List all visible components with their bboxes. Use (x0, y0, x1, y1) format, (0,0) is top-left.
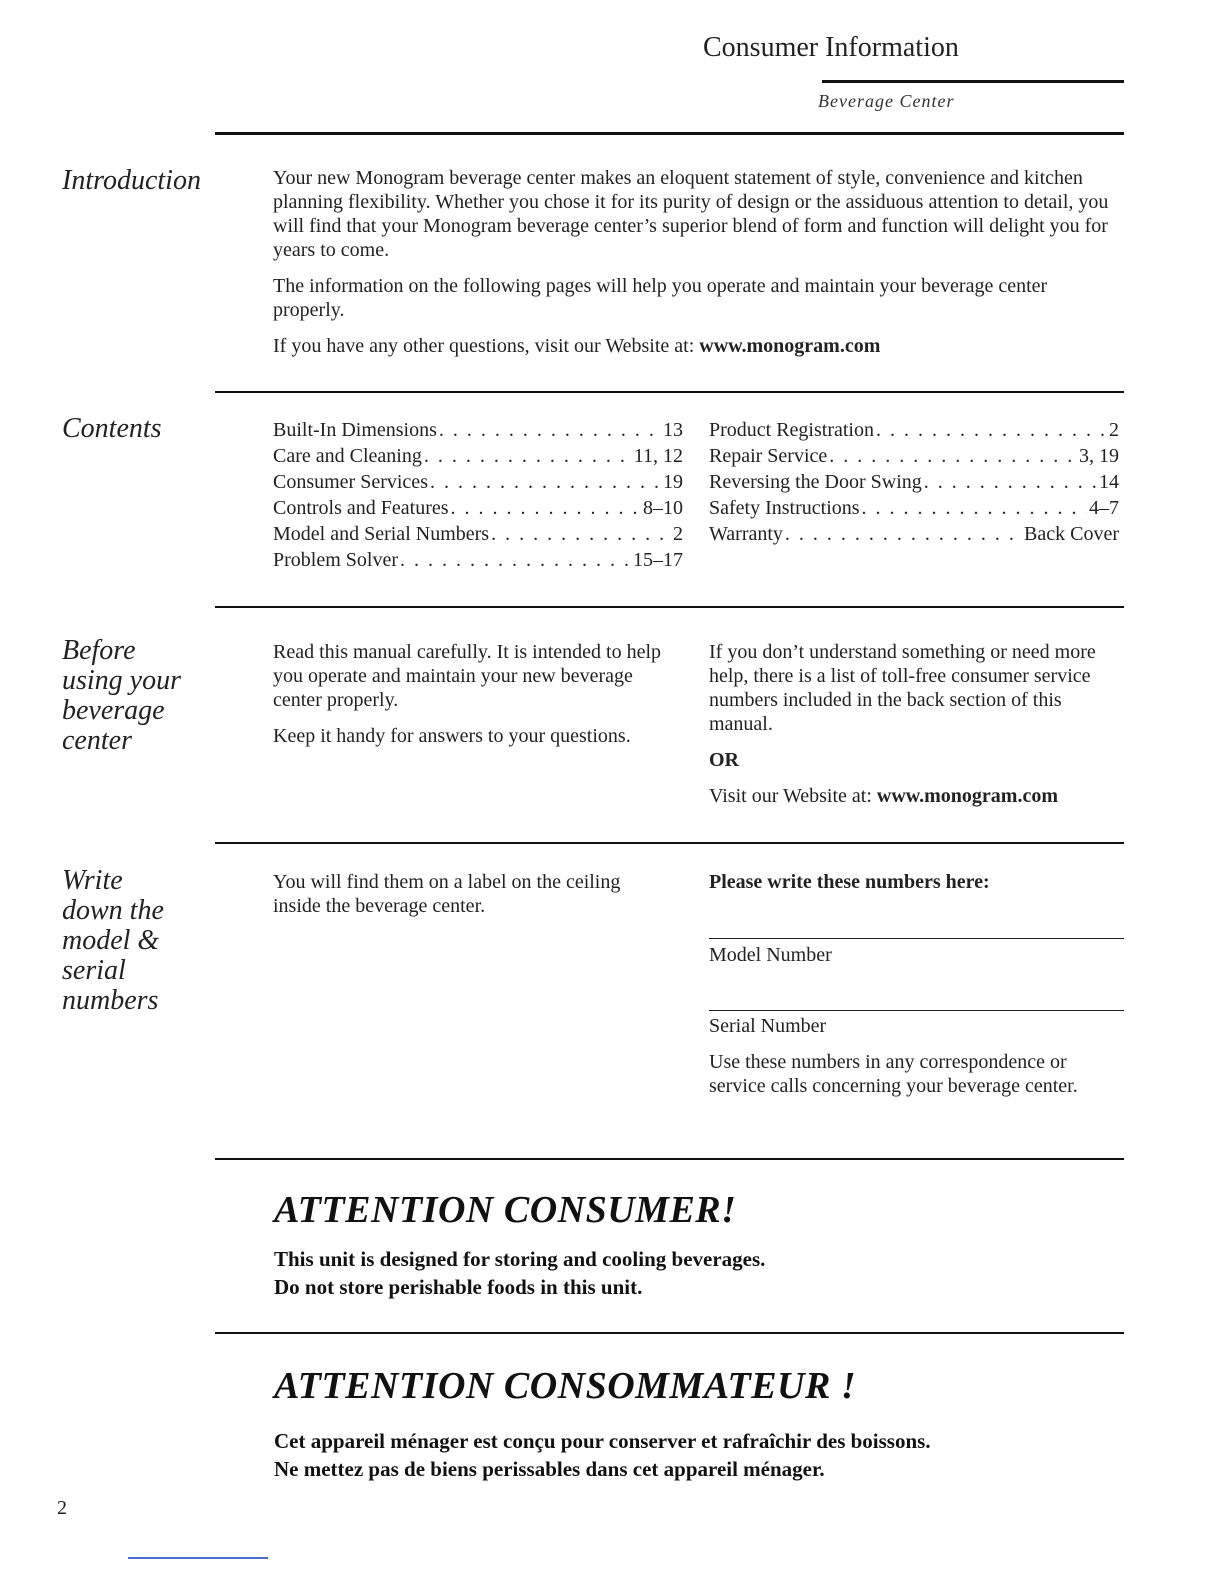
introduction-body (273, 166, 1113, 358)
contents-right-column (709, 417, 1119, 547)
toc-label: Repair Service (709, 445, 828, 467)
section-rule-before-using (215, 606, 1124, 608)
toc-label: Product Registration (709, 419, 874, 441)
toc-leader (451, 495, 641, 521)
before-using-right-column (709, 640, 1114, 808)
section-rule-contents (215, 391, 1124, 393)
toc-entry-reversing-the-door-swing[interactable] (709, 469, 1119, 495)
section-rule-attention-fr (215, 1332, 1124, 1334)
toc-label: Controls and Features (273, 497, 449, 519)
toc-page: 8–10 (643, 497, 683, 519)
page-header-title: Consumer Information (703, 32, 959, 63)
toc-leader (829, 443, 1077, 469)
before-using-help-paragraph: If you don’t understand something or need more help, there is a list of toll-free consumer service numbers included in the back section of this manual. (709, 641, 1096, 735)
attention-consumer-title: ATTENTION CONSUMER! (274, 1189, 737, 1231)
toc-label: Care and Cleaning (273, 445, 422, 467)
before-using-heading-line-2: using your (62, 665, 181, 696)
write-down-label-location: You will find them on a label on the ceiling inside the beverage center. (273, 871, 621, 917)
introduction-website-prefix: If you have any other questions, visit our Website at: (273, 335, 700, 357)
toc-leader (424, 443, 632, 469)
toc-entry-safety-instructions[interactable] (709, 495, 1119, 521)
section-rule-write-down (215, 842, 1124, 844)
write-down-heading-line-4: serial (62, 955, 126, 986)
introduction-website-link[interactable]: www.monogram.com (699, 335, 881, 357)
toc-page: 3, 19 (1079, 445, 1119, 467)
introduction-website-line (273, 334, 1113, 358)
toc-entry-problem-solver[interactable] (273, 547, 683, 573)
before-using-paragraph-1: Read this manual carefully. It is intended to help you operate and maintain your new beverage center properly. (273, 641, 662, 711)
page-number: 2 (57, 1497, 67, 1519)
toc-entry-built-in-dimensions[interactable] (273, 417, 683, 443)
toc-leader (430, 469, 661, 495)
attention-consommateur-body (274, 1427, 931, 1483)
write-down-heading-line-1: Write (62, 865, 123, 896)
toc-page: 13 (663, 419, 683, 441)
toc-page: 4–7 (1089, 497, 1119, 519)
toc-label: Problem Solver (273, 549, 398, 571)
toc-label: Model and Serial Numbers (273, 523, 490, 545)
before-using-heading-line-4: center (62, 725, 132, 756)
attention-consommateur-line-1: Cet appareil ménager est conçu pour conserver et rafraîchir des boissons. (274, 1429, 931, 1453)
introduction-paragraph-2: The information on the following pages will help you operate and maintain your beverage center properly. (273, 275, 1048, 321)
toc-entry-product-registration[interactable] (709, 417, 1119, 443)
write-down-left-column (273, 870, 653, 918)
section-rule-intro (215, 132, 1124, 135)
attention-consumer-line-1: This unit is designed for storing and cooling beverages. (274, 1247, 766, 1271)
before-using-or-label: OR (709, 749, 739, 771)
introduction-paragraph-1: Your new Monogram beverage center makes an eloquent statement of style, convenience and kitchen planning flexibility. Whether you chose it for its purity of design or the assiduous attention to detail, you will find that your Monogram beverage center’s superior blend of form and function will delight you for years to come. (273, 167, 1109, 261)
toc-entry-repair-service[interactable] (709, 443, 1119, 469)
header-rule (822, 80, 1124, 83)
toc-entry-model-and-serial-numbers[interactable] (273, 521, 683, 547)
attention-consumer-body (274, 1245, 765, 1301)
toc-leader (400, 547, 631, 573)
serial-number-field[interactable] (709, 1010, 1124, 1011)
page-edge-tab (128, 1557, 268, 1559)
introduction-heading: Introduction (62, 165, 201, 196)
model-number-field[interactable] (709, 938, 1124, 939)
write-down-heading (62, 866, 164, 1016)
write-down-heading-line-2: down the (62, 895, 164, 926)
toc-page: 15–17 (633, 549, 683, 571)
write-down-prompt-text: Please write these numbers here: (709, 871, 990, 893)
write-down-heading-line-3: model & (62, 925, 160, 956)
toc-leader (862, 495, 1087, 521)
contents-left-column (273, 417, 683, 573)
model-number-label: Model Number (709, 944, 832, 966)
before-using-website-link[interactable]: www.monogram.com (876, 785, 1059, 807)
toc-page: Back Cover (1024, 523, 1119, 545)
toc-page: 14 (1099, 471, 1119, 493)
write-down-heading-line-5: numbers (62, 985, 159, 1016)
toc-page: 2 (1109, 419, 1119, 441)
toc-leader (785, 521, 1022, 547)
serial-number-block (709, 1014, 1121, 1098)
toc-label: Warranty (709, 523, 783, 545)
attention-consumer-line-2: Do not store perishable foods in this unit. (274, 1275, 643, 1299)
attention-consommateur-title: ATTENTION CONSOMMATEUR ! (274, 1365, 857, 1407)
toc-leader (924, 469, 1097, 495)
before-using-visit-prefix: Visit our Website at: (709, 785, 877, 807)
contents-heading: Contents (62, 413, 162, 444)
before-using-heading-line-1: Before (62, 635, 136, 666)
toc-entry-care-and-cleaning[interactable] (273, 443, 683, 469)
write-down-prompt (709, 870, 1119, 894)
before-using-paragraph-2: Keep it handy for answers to your questions. (273, 725, 631, 747)
page-header-subtitle: Beverage Center (818, 91, 955, 111)
toc-leader (876, 417, 1107, 443)
toc-page: 11, 12 (633, 445, 683, 467)
model-number-label-wrap (709, 943, 832, 967)
toc-page: 2 (673, 523, 683, 545)
write-down-note: Use these numbers in any correspondence or service calls concerning your beverage center. (709, 1051, 1078, 1097)
toc-label: Built-In Dimensions (273, 419, 437, 441)
before-using-left-column (273, 640, 673, 748)
before-using-heading (62, 636, 181, 756)
toc-leader (491, 521, 671, 547)
toc-leader (439, 417, 661, 443)
toc-page: 19 (663, 471, 683, 493)
toc-label: Consumer Services (273, 471, 428, 493)
attention-consommateur-line-2: Ne mettez pas de biens perissables dans cet appareil ménager. (274, 1457, 825, 1481)
toc-entry-controls-and-features[interactable] (273, 495, 683, 521)
toc-label: Safety Instructions (709, 497, 860, 519)
toc-entry-warranty[interactable] (709, 521, 1119, 547)
section-rule-attention-en (215, 1158, 1124, 1160)
before-using-heading-line-3: beverage (62, 695, 165, 726)
before-using-visit-line (709, 784, 1114, 808)
serial-number-label: Serial Number (709, 1015, 827, 1037)
toc-entry-consumer-services[interactable] (273, 469, 683, 495)
toc-label: Reversing the Door Swing (709, 471, 922, 493)
